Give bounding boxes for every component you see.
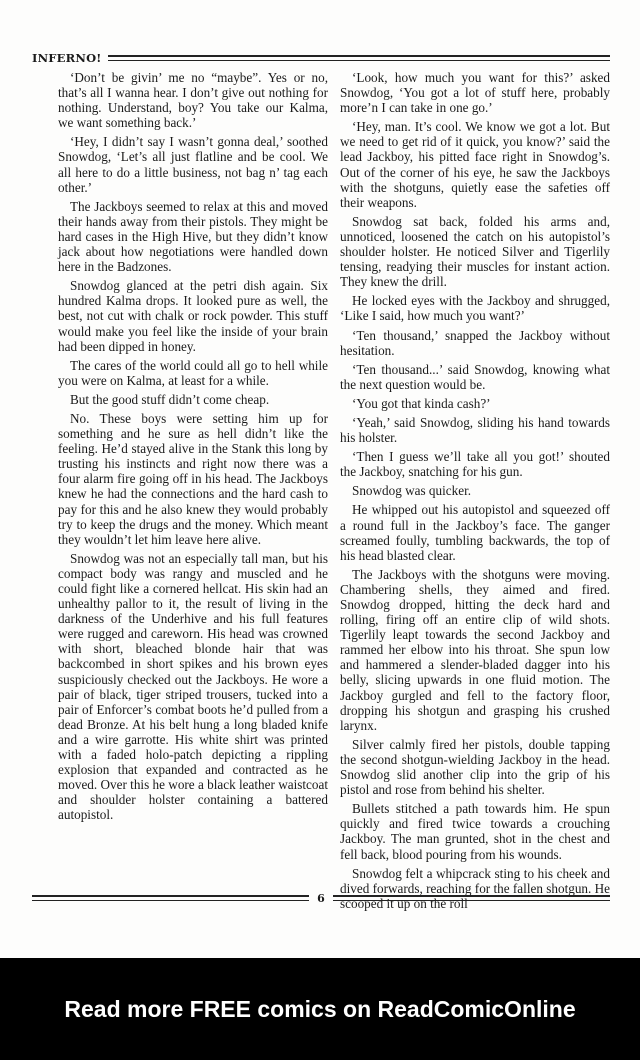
paragraph: Snowdog sat back, folded his arms and, unnoticed, loosened the catch on his autopistol’s shoulder holster. He noticed Silver and Tigerlily tensing, readying their muscles for instant action. They knew the drill. xyxy=(340,213,610,290)
paragraph: ‘Ten thousand,’ snapped the Jackboy without hesitation. xyxy=(340,327,610,358)
paragraph: ‘You got that kinda cash?’ xyxy=(352,395,491,411)
paragraph: ‘Then I guess we’ll take all you got!’ shouted the Jackboy, snatching for his gun. xyxy=(340,449,610,480)
page-footer xyxy=(32,890,610,906)
paragraph: ‘Hey, I didn’t say I wasn’t gonna deal,’ soothed Snowdog, ‘Let’s all just flatline and be cool. We all here to do a little business, not bag n’ tag each other.’ xyxy=(58,134,328,195)
paragraph: Snowdog was quicker. xyxy=(352,483,472,499)
paragraph: No. These boys were setting him up for something and he sure as hell didn’t like the feeling. He’d stayed alive in the Stank this long by trusting his instincts and right now there was a four alarm fire going off in his head. The Jackboys knew he had the connections and the hard cash to pay for this and he also knew they would probably try to keep the drugs and the money. Which meant they wouldn’t let him leave here alive. xyxy=(58,410,328,547)
paragraph: ‘Ten thousand...’ said Snowdog, knowing what the next question would be. xyxy=(340,361,610,392)
left-column xyxy=(58,70,328,880)
footer-rule-right xyxy=(333,895,610,901)
promo-banner-text[interactable]: Read more FREE comics on ReadComicOnline xyxy=(64,995,576,1022)
footer-rule-left xyxy=(32,895,309,901)
paragraph: The Jackboys seemed to relax at this and moved their hands away from their pistols. They might be hard cases in the High Hive, but they didn’t know jack about how negotiations were handled down here in the Badzones. xyxy=(58,198,328,275)
paragraph: ‘Yeah,’ said Snowdog, sliding his hand towards his holster. xyxy=(340,414,610,446)
header-title: INFERNO! xyxy=(32,51,102,65)
paragraph: ‘Look, how much you want for this?’ asked Snowdog, ‘You got a lot of stuff here, probably more’n I can take in one go.’ xyxy=(340,70,610,116)
header-rule xyxy=(108,55,610,61)
paragraph: But the good stuff didn’t come cheap. xyxy=(70,391,270,407)
paragraph: Silver calmly fired her pistols, double tapping the second shotgun-wielding Jackboy in the head. Snowdog slid another clip into the grip of his pistol and rose from behind his shelter. xyxy=(340,736,610,798)
running-header xyxy=(32,50,610,66)
paragraph: The cares of the world could all go to hell while you were on Kalma, at least for a while. xyxy=(58,357,328,388)
paragraph: Snowdog felt a whipcrack sting to his cheek and dived forwards, reaching for the fallen shotgun. He scooped it up on the roll xyxy=(340,865,610,911)
promo-banner[interactable] xyxy=(0,958,640,1060)
page-number: 6 xyxy=(317,891,325,905)
right-column xyxy=(340,70,610,911)
paragraph: Snowdog glanced at the petri dish again. Six hundred Kalma drops. It looked pure as well, the best, not cut with chalk or rock powder. This stuff would make you feel like the inside of your brain had been dipped in honey. xyxy=(58,278,328,354)
paragraph: The Jackboys with the shotguns were moving. Chambering shells, they aimed and fired. Snowdog dropped, hitting the deck hard and rolling, firing off an entire clip of wild shots. Tigerlily leapt towards the second Jackboy and rammed her elbow into his throat. She spun low and hammered a slender-bladed dagger into his belly, slicing upwards in one fluid motion. The Jackboy gurgled and fell to the factory floor, dropping his shotgun and grasping his crushed larynx. xyxy=(340,566,610,733)
paragraph: He whipped out his autopistol and squeezed off a round full in the Jackboy’s face. The ganger screamed foully, tumbling backwards, the top of his head blasted clear. xyxy=(340,502,610,563)
paragraph: ‘Hey, man. It’s cool. We know we got a lot. But we need to get rid of it quick, you know?’ said the lead Jackboy, his pitted face right in Snowdog’s. Out of the corner of his eye, he saw the Jackboys with the shotguns, quietly ease the safeties off their weapons. xyxy=(340,119,610,210)
paragraph: Bullets stitched a path towards him. He spun quickly and fired twice towards a crouching Jackboy. The man grunted, shot in the chest and fell back, blood pouring from his wounds. xyxy=(340,801,610,862)
paragraph: Snowdog was not an especially tall man, but his compact body was rangy and muscled and he could fight like a cornered hellcat. His skin had an unhealthy pallor to it, the result of living in the darkness of the Underhive and his full features were rugged and careworn. His head was crowned with short, bleached blonde hair that was backcombed in short spikes and his brown eyes suspiciously checked out the Jackboys. He wore a pair of black, tiger striped trousers, tucked into a pair of Enforcer’s combat boots he’d pulled from a dead Bronze. At his belt hung a long bladed knife and a wire garrotte. His white shirt was printed with a faded holo-patch depicting a rippling explosion that expanded and contracted as he moved. Over this he wore a black leather waistcoat and shoulder holster containing a battered autopistol. xyxy=(58,550,328,823)
paragraph: ‘Don’t be givin’ me no “maybe”. Yes or no, that’s all I wanna hear. I don’t give out nothing for nothing. Understand, boy? You take our Kalma, we want something back.’ xyxy=(58,70,328,131)
paragraph: He locked eyes with the Jackboy and shrugged, ‘Like I said, how much you want?’ xyxy=(340,293,610,324)
